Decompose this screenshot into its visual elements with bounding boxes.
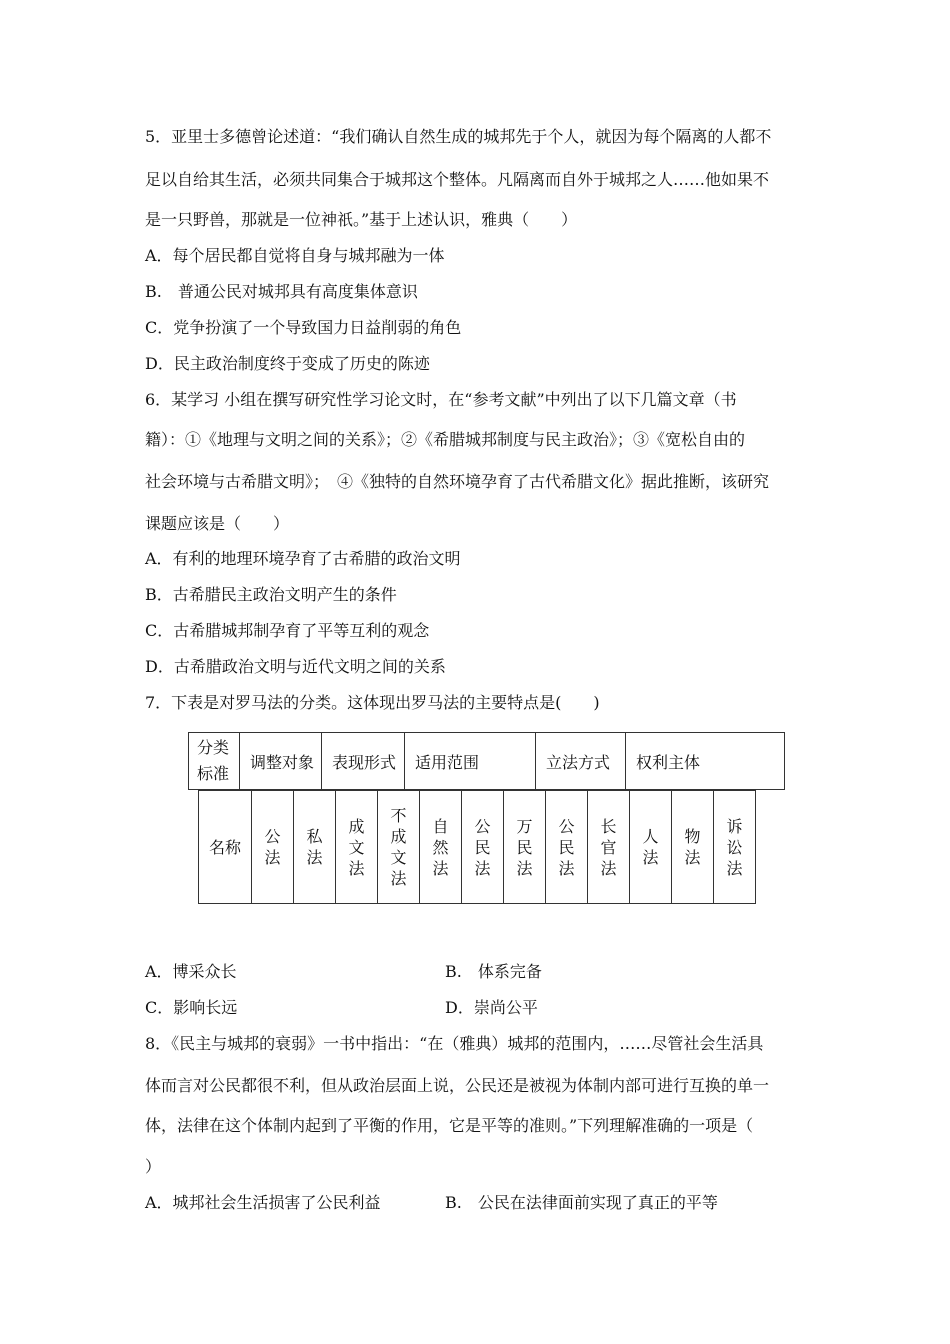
row-label-cell: 名称 xyxy=(199,791,252,904)
name-cell: 长官法 xyxy=(588,791,630,904)
q6-stem-line-1: 6．某学习 小组在撰写研究性学习论文时，在“参考文献”中列出了以下几篇文章（书 xyxy=(145,390,737,409)
header-cell-subject: 权利主体 xyxy=(626,733,785,790)
q6-stem-line-3: 社会环境与古希腊文明》； ④《独特的自然环境孕育了古代希腊文化》据此推断，该研究 xyxy=(145,472,770,491)
header-cell-criteria: 分类标准 xyxy=(189,733,240,790)
q6-option-a: A．有利的地理环境孕育了古希腊的政治文明 xyxy=(145,549,461,568)
q6-option-c: C．古希腊城邦制孕育了平等互利的观念 xyxy=(145,621,430,640)
q8-stem-line-4: ） xyxy=(145,1157,162,1176)
name-cell: 公民法 xyxy=(462,791,504,904)
header-cell-object: 调整对象 xyxy=(240,733,322,790)
q5-option-a: A．每个居民都自觉将自身与城邦融为一体 xyxy=(145,246,445,265)
classification-header-table xyxy=(188,732,785,790)
q5-stem-line-3: 是一只野兽，那就是一位神祇。”基于上述认识，雅典（ ） xyxy=(145,210,578,229)
name-cell: 公民法 xyxy=(546,791,588,904)
q8-option-b: B. 公民在法律面前实现了真正的平等 xyxy=(445,1193,718,1212)
name-cell: 诉讼法 xyxy=(714,791,756,904)
q6-option-d: D．古希腊政治文明与近代文明之间的关系 xyxy=(145,657,446,676)
name-cell: 不成文法 xyxy=(378,791,420,904)
q6-option-b: B．古希腊民主政治文明产生的条件 xyxy=(145,585,397,604)
name-cell: 成文法 xyxy=(336,791,378,904)
q5-option-c: C．党争扮演了一个导致国力日益削弱的角色 xyxy=(145,318,462,337)
header-cell-scope: 适用范围 xyxy=(405,733,536,790)
q7-option-d: D．崇尚公平 xyxy=(445,998,538,1017)
q5-option-d: D．民主政治制度终于变成了历史的陈迹 xyxy=(145,354,430,373)
q6-stem-line-2: 籍）：①《地理与文明之间的关系》；②《希腊城邦制度与民主政治》；③《宽松自由的 xyxy=(145,430,746,449)
q7-stem: 7．下表是对罗马法的分类。这体现出罗马法的主要特点是( ) xyxy=(145,693,600,712)
header-cell-legislation: 立法方式 xyxy=(536,733,626,790)
q8-stem-line-2: 体而言对公民都很不利，但从政治层面上说，公民还是被视为体制内部可进行互换的单一 xyxy=(145,1076,770,1095)
name-cell: 万民法 xyxy=(504,791,546,904)
q7-option-c: C．影响长远 xyxy=(145,998,238,1017)
q8-option-a: A．城邦社会生活损害了公民利益 xyxy=(145,1193,381,1212)
q5-option-b: B. 普通公民对城邦具有高度集体意识 xyxy=(145,282,418,301)
q5-stem-line-2: 足以自给其生活，必须共同集合于城邦这个整体。凡隔离而自外于城邦之人……他如果不 xyxy=(145,170,770,189)
q5-stem-line-1: 5．亚里士多德曾论述道：“我们确认自然生成的城邦先于个人，就因为每个隔离的人都不 xyxy=(145,127,772,146)
header-cell-form: 表现形式 xyxy=(322,733,405,790)
name-cell: 人法 xyxy=(630,791,672,904)
q7-option-b: B. 体系完备 xyxy=(445,962,542,981)
q8-stem-line-1: 8．《民主与城邦的衰弱》一书中指出：“在（雅典）城邦的范围内，……尽管社会生活具 xyxy=(145,1034,764,1053)
name-cell: 私法 xyxy=(294,791,336,904)
name-cell: 自然法 xyxy=(420,791,462,904)
name-cell: 公法 xyxy=(252,791,294,904)
classification-names-table xyxy=(198,790,756,904)
q8-stem-line-3: 体，法律在这个体制内起到了平衡的作用，它是平等的准则。”下列理解准确的一项是（ xyxy=(145,1116,754,1135)
q7-option-a: A．博采众长 xyxy=(145,962,237,981)
q6-stem-line-4: 课题应该是（ ） xyxy=(145,514,290,533)
name-cell: 物法 xyxy=(672,791,714,904)
